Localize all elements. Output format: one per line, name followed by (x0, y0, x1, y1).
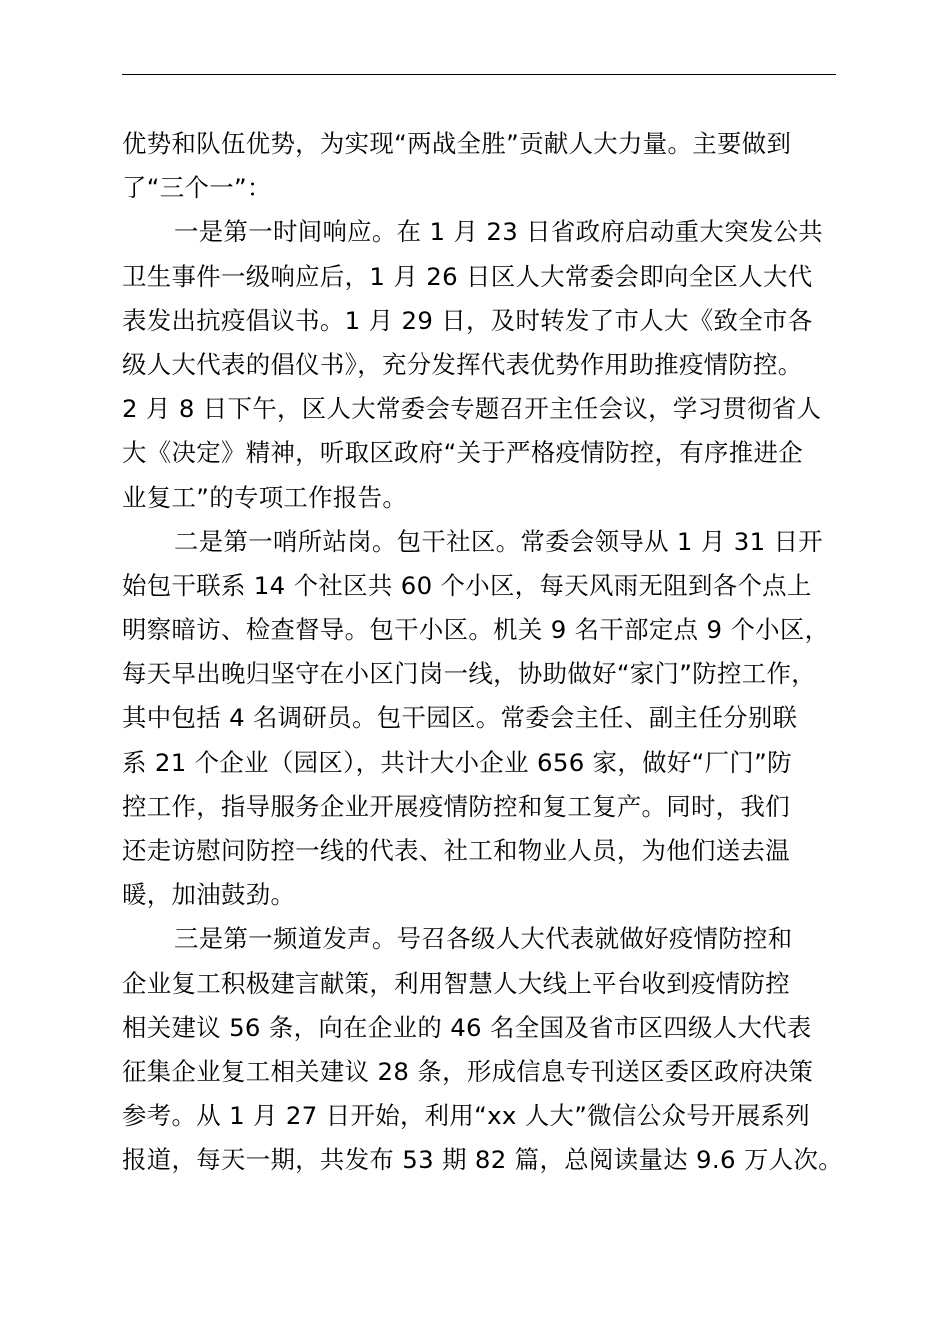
text-line: 卫生事件一级响应后，1 月 26 日区人大常委会即向全区人大代 (122, 261, 813, 291)
text-line: 参考。从 1 月 27 日开始，利用“xx 人大”微信公众号开展系列 (122, 1101, 810, 1131)
document-body (122, 122, 843, 1183)
text-line: 了“三个一”： (122, 173, 272, 203)
text-line: 还走访慰问防控一线的代表、社工和物业人员，为他们送去温 (122, 836, 790, 865)
text-line: 相关建议 56 条，向在企业的 46 名全国及省市区四级人大代表 (122, 1012, 812, 1042)
text-line: 其中包括 4 名调研员。包干园区。常委会主任、副主任分别联 (122, 703, 798, 733)
text-line: 始包干联系 14 个社区共 60 个小区，每天风雨无阻到各个点上 (122, 570, 812, 600)
text-line: 征集企业复工相关建议 28 条，形成信息专刊送区委区政府决策 (122, 1056, 814, 1086)
text-line: 控工作，指导服务企业开展疫情防控和复工复产。同时，我们 (122, 791, 790, 821)
text-line: 大《决定》精神，听取区政府“关于严格疫情防控，有序推进企 (122, 438, 803, 468)
text-line: 业复工”的专项工作报告。 (122, 482, 408, 512)
paragraph-first-line: 二是第一哨所站岗。包干社区。常委会领导从 1 月 31 日开 (174, 526, 824, 556)
text-line: 报道，每天一期，共发布 53 期 82 篇，总阅读量达 9.6 万人次。 (122, 1145, 843, 1175)
text-line: 每天早出晚归坚守在小区门岗一线，协助做好“家门”防控工作， (122, 659, 816, 689)
paragraph-first-line: 一是第一时间响应。在 1 月 23 日省政府启动重大突发公共 (174, 217, 824, 247)
text-line: 系 21 个企业（园区），共计大小企业 656 家，做好“厂门”防 (122, 747, 792, 777)
text-line: 表发出抗疫倡议书。1 月 29 日，及时转发了市人大《致全市各 (122, 305, 813, 335)
text-line: 暖，加油鼓劲。 (122, 880, 296, 910)
paragraph-first-line: 三是第一频道发声。号召各级人大代表就做好疫情防控和 (174, 924, 793, 954)
text-line: 2 月 8 日下午，区人大常委会专题召开主任会议，学习贯彻省人 (122, 394, 822, 424)
text-line: 优势和队伍优势，为实现“两战全胜”贡献人大力量。主要做到 (122, 129, 792, 158)
header-rule (122, 74, 836, 75)
text-line: 明察暗访、检查督导。包干小区。机关 9 名干部定点 9 个小区， (122, 615, 830, 645)
text-line: 级人大代表的倡仪书》，充分发挥代表优势作用助推疫情防控。 (122, 349, 803, 379)
text-line: 企业复工积极建言献策，利用智慧人大线上平台收到疫情防控 (122, 968, 790, 998)
